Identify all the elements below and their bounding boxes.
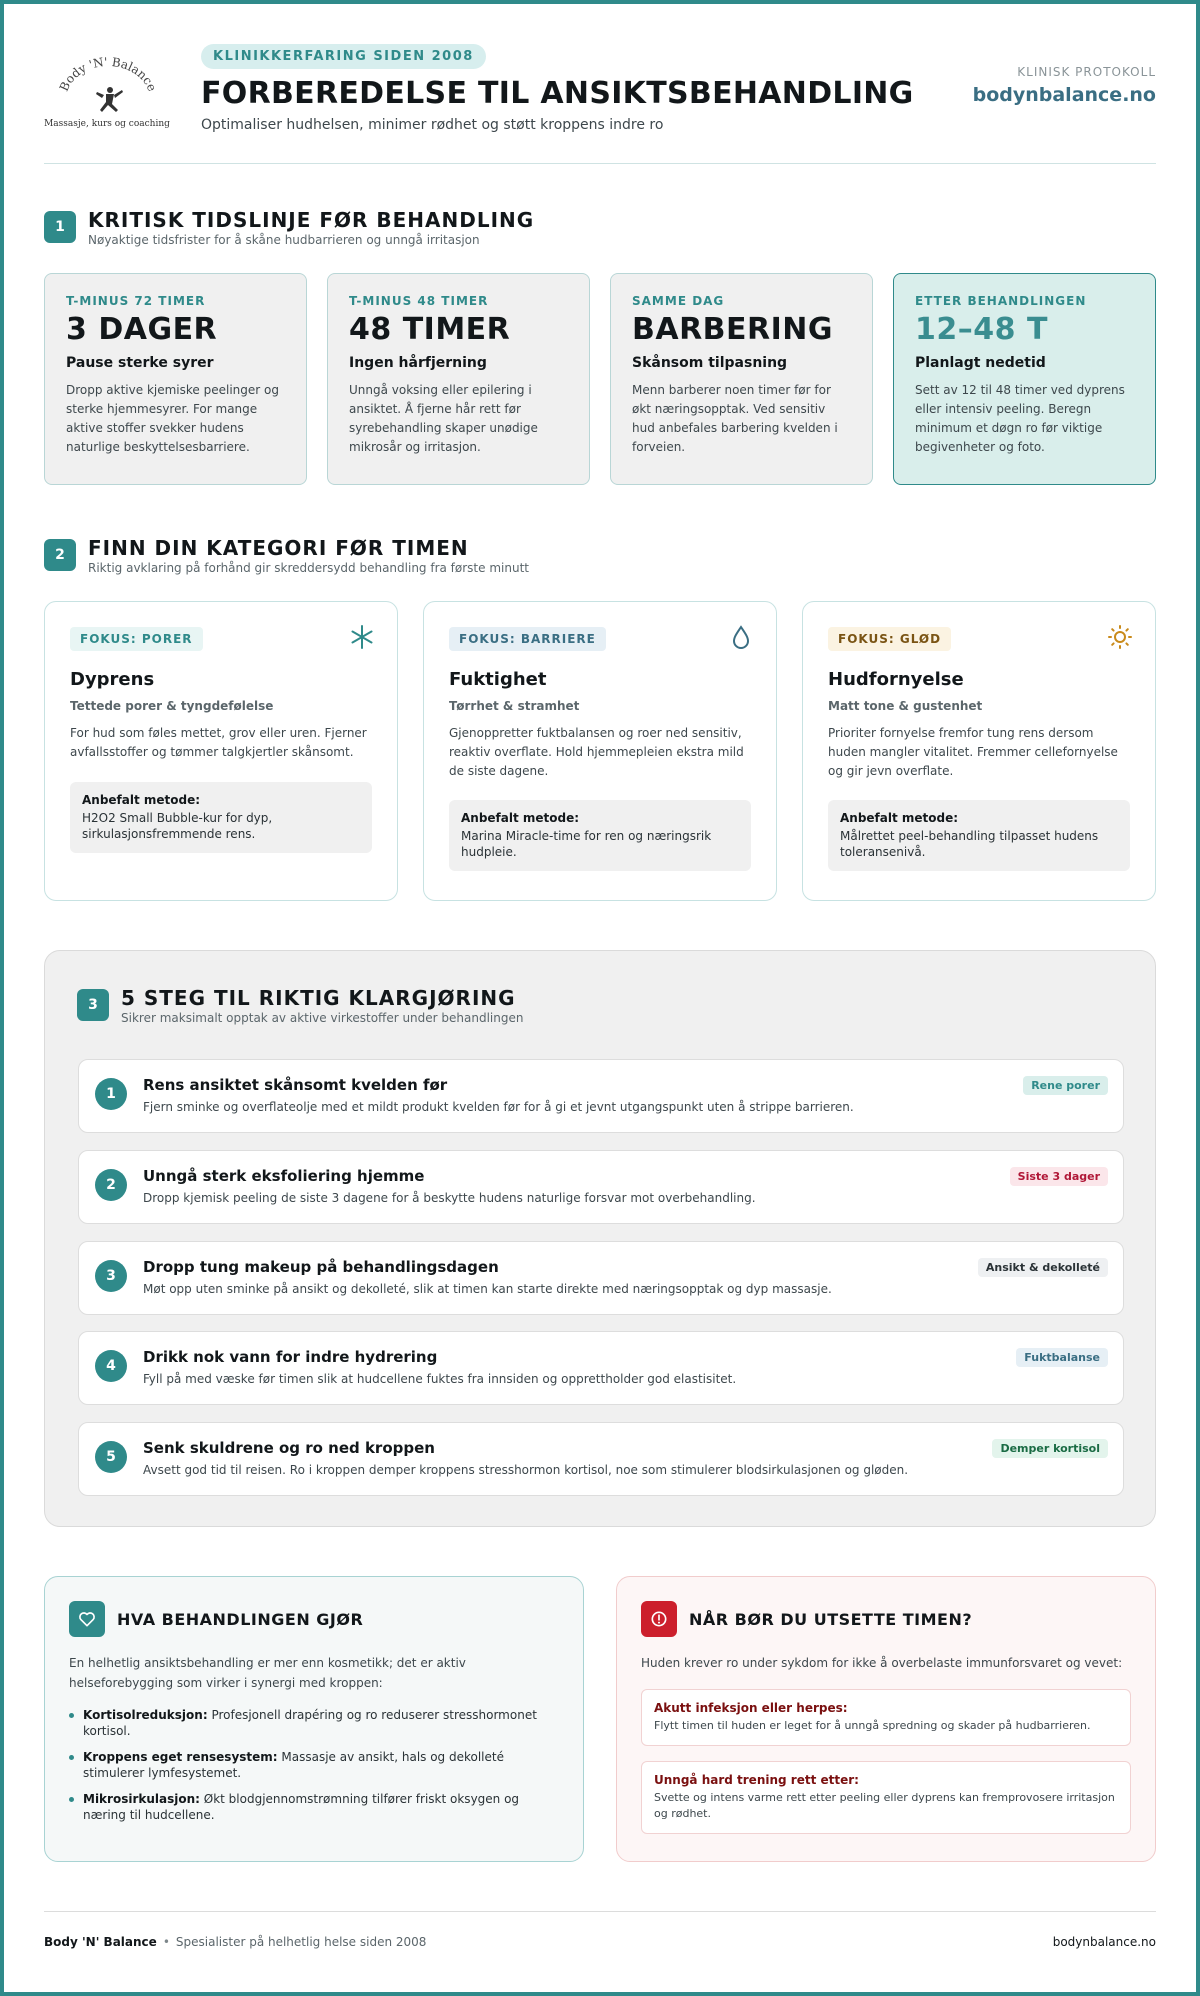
step-item	[78, 1422, 1124, 1496]
timeline-description: Menn barberer noen timer før for økt næringsopptak. Ved sensitiv hud anbefales barbering kvelden i forveien.	[632, 383, 838, 454]
recommended-method-heading: Anbefalt metode:	[82, 793, 201, 807]
step-number: 3	[95, 1260, 127, 1292]
experience-badge: KLINIKKERFARING SIDEN 2008	[201, 44, 486, 69]
category-description: For hud som føles mettet, grov eller uren. Fjerner avfallsstoffer og tømmer talgkjertler skånsomt.	[70, 726, 367, 759]
warning-title: Unngå hard trening rett etter:	[654, 1773, 859, 1787]
category-name: Hudfornyelse	[828, 669, 964, 690]
step-item	[78, 1241, 1124, 1315]
step-tag: Ansikt & dekolleté	[978, 1258, 1108, 1277]
protocol-label: KLINISK PROTOKOLL	[1017, 65, 1156, 79]
footer-separator: •	[162, 1935, 170, 1949]
footer	[44, 1935, 1156, 1949]
recommended-method	[828, 800, 1130, 871]
timeline-value: 12–48 T	[915, 312, 1048, 347]
recommended-method-text: H2O2 Small Bubble-kur for dyp, sirkulasjonsfremmende rens.	[82, 811, 273, 841]
category-card-fuktighet[interactable]	[423, 601, 777, 901]
recommended-method-heading: Anbefalt metode:	[840, 811, 959, 825]
step-number: 1	[95, 1078, 127, 1110]
step-description: Fyll på med væske før timen slik at hudcellene fuktes fra innsiden og opprettholder god elastisitet.	[143, 1372, 737, 1386]
timeline-description: Unngå voksing eller epilering i ansiktet. Å fjerne hår rett før syrebehandling skaper unødige mikrosår og irritasjon.	[349, 383, 538, 454]
recommended-method-text: Marina Miracle-time for ren og næringsrik hudpleie.	[461, 829, 712, 859]
list-item	[69, 1791, 559, 1823]
category-cards	[44, 601, 1156, 901]
steps-panel	[44, 950, 1156, 1527]
timeline-heading: Ingen hårfjerning	[349, 355, 487, 371]
brand-logo[interactable]	[44, 54, 170, 130]
category-tagline: Tettede porer & tyngdefølelse	[70, 699, 274, 713]
step-number: 4	[95, 1350, 127, 1382]
category-name: Fuktighet	[449, 669, 547, 690]
timeline-card	[610, 273, 873, 485]
benefits-card	[44, 1576, 584, 1862]
timeline-card	[44, 273, 307, 485]
step-description: Møt opp uten sminke på ansikt og dekolleté, slik at timen kan starte direkte med næringsopptak og dyp massasje.	[143, 1282, 832, 1296]
step-tag: Rene porer	[1023, 1076, 1108, 1095]
timeline-heading: Skånsom tilpasning	[632, 355, 788, 371]
category-description: Prioriter fornyelse fremfor tung rens dersom huden mangler vitalitet. Fremmer cellefornyelse og gir jevn overflate.	[828, 726, 1118, 778]
warning-text: Flytt timen til huden er leget for å unngå spredning og skader på hudbarrieren.	[654, 1719, 1091, 1732]
timeline-heading: Planlagt nedetid	[915, 355, 1046, 371]
footer-website-link[interactable]: bodynbalance.no	[1052, 1935, 1156, 1949]
step-title: Dropp tung makeup på behandlingsdagen	[143, 1258, 499, 1276]
section-title: 5 STEG TIL RIKTIG KLARGJØRING	[121, 986, 516, 1010]
sun-icon	[1107, 624, 1133, 650]
section-title: FINN DIN KATEGORI FØR TIMEN	[88, 536, 469, 560]
step-tag: Siste 3 dager	[1010, 1167, 1108, 1186]
warning-title: Akutt infeksjon eller herpes:	[654, 1701, 848, 1715]
step-title: Senk skuldrene og ro ned kroppen	[143, 1439, 435, 1457]
snowflake-icon	[349, 624, 375, 650]
benefits-intro: En helhetlig ansiktsbehandling er mer enn kosmetikk; det er aktiv helseforebygging som virker i synergi med kroppen:	[69, 1656, 466, 1690]
recommended-method	[449, 800, 751, 871]
section-subtitle: Nøyaktige tidsfrister for å skåne hudbarrieren og unngå irritasjon	[88, 233, 480, 247]
timeline-description: Sett av 12 til 48 timer ved dyprens eller intensiv peeling. Beregn minimum et døgn ro før viktige begivenheter og foto.	[915, 383, 1125, 454]
timeline-heading: Pause sterke syrer	[66, 355, 214, 371]
website-link[interactable]: bodynbalance.no	[972, 84, 1156, 106]
postpone-card	[616, 1576, 1156, 1862]
benefit-term: Kortisolreduksjon:	[83, 1708, 208, 1722]
category-name: Dyprens	[70, 669, 155, 690]
focus-badge: FOKUS: PORER	[70, 627, 203, 651]
step-number: 2	[95, 1169, 127, 1201]
step-number: 5	[95, 1441, 127, 1473]
warning-text: Svette og intens varme rett etter peeling eller dyprens kan fremprovosere irritasjon og rødhet.	[654, 1791, 1115, 1820]
timeline-label: T-MINUS 48 TIMER	[349, 294, 489, 308]
list-item	[69, 1707, 559, 1739]
step-tag: Fuktbalanse	[1016, 1348, 1108, 1367]
recommended-method-heading: Anbefalt metode:	[461, 811, 580, 825]
logo-graphic	[44, 54, 170, 130]
timeline-label: SAMME DAG	[632, 294, 725, 308]
droplet-icon	[728, 624, 754, 650]
category-card-dyprens[interactable]	[44, 601, 398, 901]
timeline	[44, 273, 1156, 485]
category-tagline: Tørrhet & stramhet	[449, 699, 580, 713]
step-item	[78, 1150, 1124, 1224]
recommended-method-text: Målrettet peel-behandling tilpasset hudens toleransenivå.	[840, 829, 1099, 859]
header	[44, 44, 1156, 134]
section-subtitle: Riktig avklaring på forhånd gir skreddersydd behandling fra første minutt	[88, 561, 529, 575]
footer-brand: Body 'N' Balance	[44, 1935, 157, 1949]
benefit-term: Kroppens eget rensesystem:	[83, 1750, 278, 1764]
step-description: Fjern sminke og overflateolje med et mildt produkt kvelden før for å gi et jevnt utgangspunkt uten å strippe barrieren.	[143, 1100, 854, 1114]
focus-badge: FOKUS: BARRIERE	[449, 627, 606, 651]
recommended-method	[70, 782, 372, 853]
step-item	[78, 1059, 1124, 1133]
section-subtitle: Sikrer maksimalt opptak av aktive virkestoffer under behandlingen	[121, 1011, 524, 1025]
page-title: FORBEREDELSE TIL ANSIKTSBEHANDLING	[201, 76, 914, 111]
timeline-label: ETTER BEHANDLINGEN	[915, 294, 1087, 308]
timeline-description: Dropp aktive kjemiske peelinger og sterke hjemmesyrer. For mange aktive stoffer svekker hudens naturlige beskyttelsesbarriere.	[66, 383, 279, 454]
step-title: Rens ansiktet skånsomt kvelden før	[143, 1076, 448, 1094]
focus-badge: FOKUS: GLØD	[828, 627, 951, 651]
alert-icon	[641, 1601, 677, 1637]
step-item	[78, 1331, 1124, 1405]
category-card-hudfornyelse[interactable]	[802, 601, 1156, 901]
benefit-text: Profesjonell drapéring og ro reduserer stresshormonet kortisol.	[83, 1708, 537, 1738]
header-divider	[44, 163, 1156, 164]
header-right	[973, 65, 1156, 106]
step-title: Drikk nok vann for indre hydrering	[143, 1348, 438, 1366]
postpone-title: NÅR BØR DU UTSETTE TIMEN?	[689, 1610, 973, 1629]
footer-divider	[44, 1911, 1156, 1912]
warning-item	[641, 1689, 1131, 1746]
timeline-card	[327, 273, 590, 485]
postpone-intro: Huden krever ro under sykdom for ikke å overbelaste immunforsvaret og vevet:	[641, 1656, 1123, 1670]
step-description: Dropp kjemisk peeling de siste 3 dagene for å beskytte hudens naturlige forsvar mot overbehandling.	[143, 1191, 756, 1205]
benefits-list	[69, 1707, 559, 1833]
header-main	[201, 44, 914, 133]
svg-text:Body 'N' Balance: Body 'N' Balance	[56, 54, 160, 94]
section-number: 2	[44, 539, 76, 571]
category-description: Gjenoppretter fuktbalansen og roer ned sensitiv, reaktiv overflate. Hold hjemmepleien ekstra mild de siste dagene.	[449, 726, 744, 778]
section-number: 1	[44, 211, 76, 243]
timeline-label: T-MINUS 72 TIMER	[66, 294, 206, 308]
page-subtitle: Optimaliser hudhelsen, minimer rødhet og støtt kroppens indre ro	[201, 117, 664, 133]
logo-tagline: Massasje, kurs og coaching	[44, 119, 170, 129]
heart-icon	[69, 1601, 105, 1637]
benefit-text: Økt blodgjennomstrømning tilfører friskt oksygen og næring til hudcellene.	[83, 1792, 520, 1822]
step-tag: Demper kortisol	[992, 1439, 1108, 1458]
section-title: KRITISK TIDSLINJE FØR BEHANDLING	[88, 208, 535, 232]
step-description: Avsett god tid til reisen. Ro i kroppen demper kroppens stresshormon kortisol, noe som stimulerer blodsirkulasjonen og gløden.	[143, 1463, 909, 1477]
timeline-value: BARBERING	[632, 312, 834, 347]
benefit-text: Massasje av ansikt, hals og dekolleté stimulerer lymfesystemet.	[83, 1750, 504, 1780]
category-tagline: Matt tone & gustenhet	[828, 699, 983, 713]
section-number: 3	[77, 989, 109, 1021]
footer-tagline: Spesialister på helhetlig helse siden 2008	[175, 1935, 427, 1949]
list-item	[69, 1749, 559, 1781]
warning-item	[641, 1761, 1131, 1834]
timeline-value: 3 DAGER	[66, 312, 218, 347]
timeline-card-highlight	[893, 273, 1156, 485]
benefit-term: Mikrosirkulasjon:	[83, 1792, 200, 1806]
benefits-title: HVA BEHANDLINGEN GJØR	[117, 1610, 364, 1629]
step-title: Unngå sterk eksfoliering hjemme	[143, 1167, 425, 1185]
timeline-value: 48 TIMER	[349, 312, 511, 347]
